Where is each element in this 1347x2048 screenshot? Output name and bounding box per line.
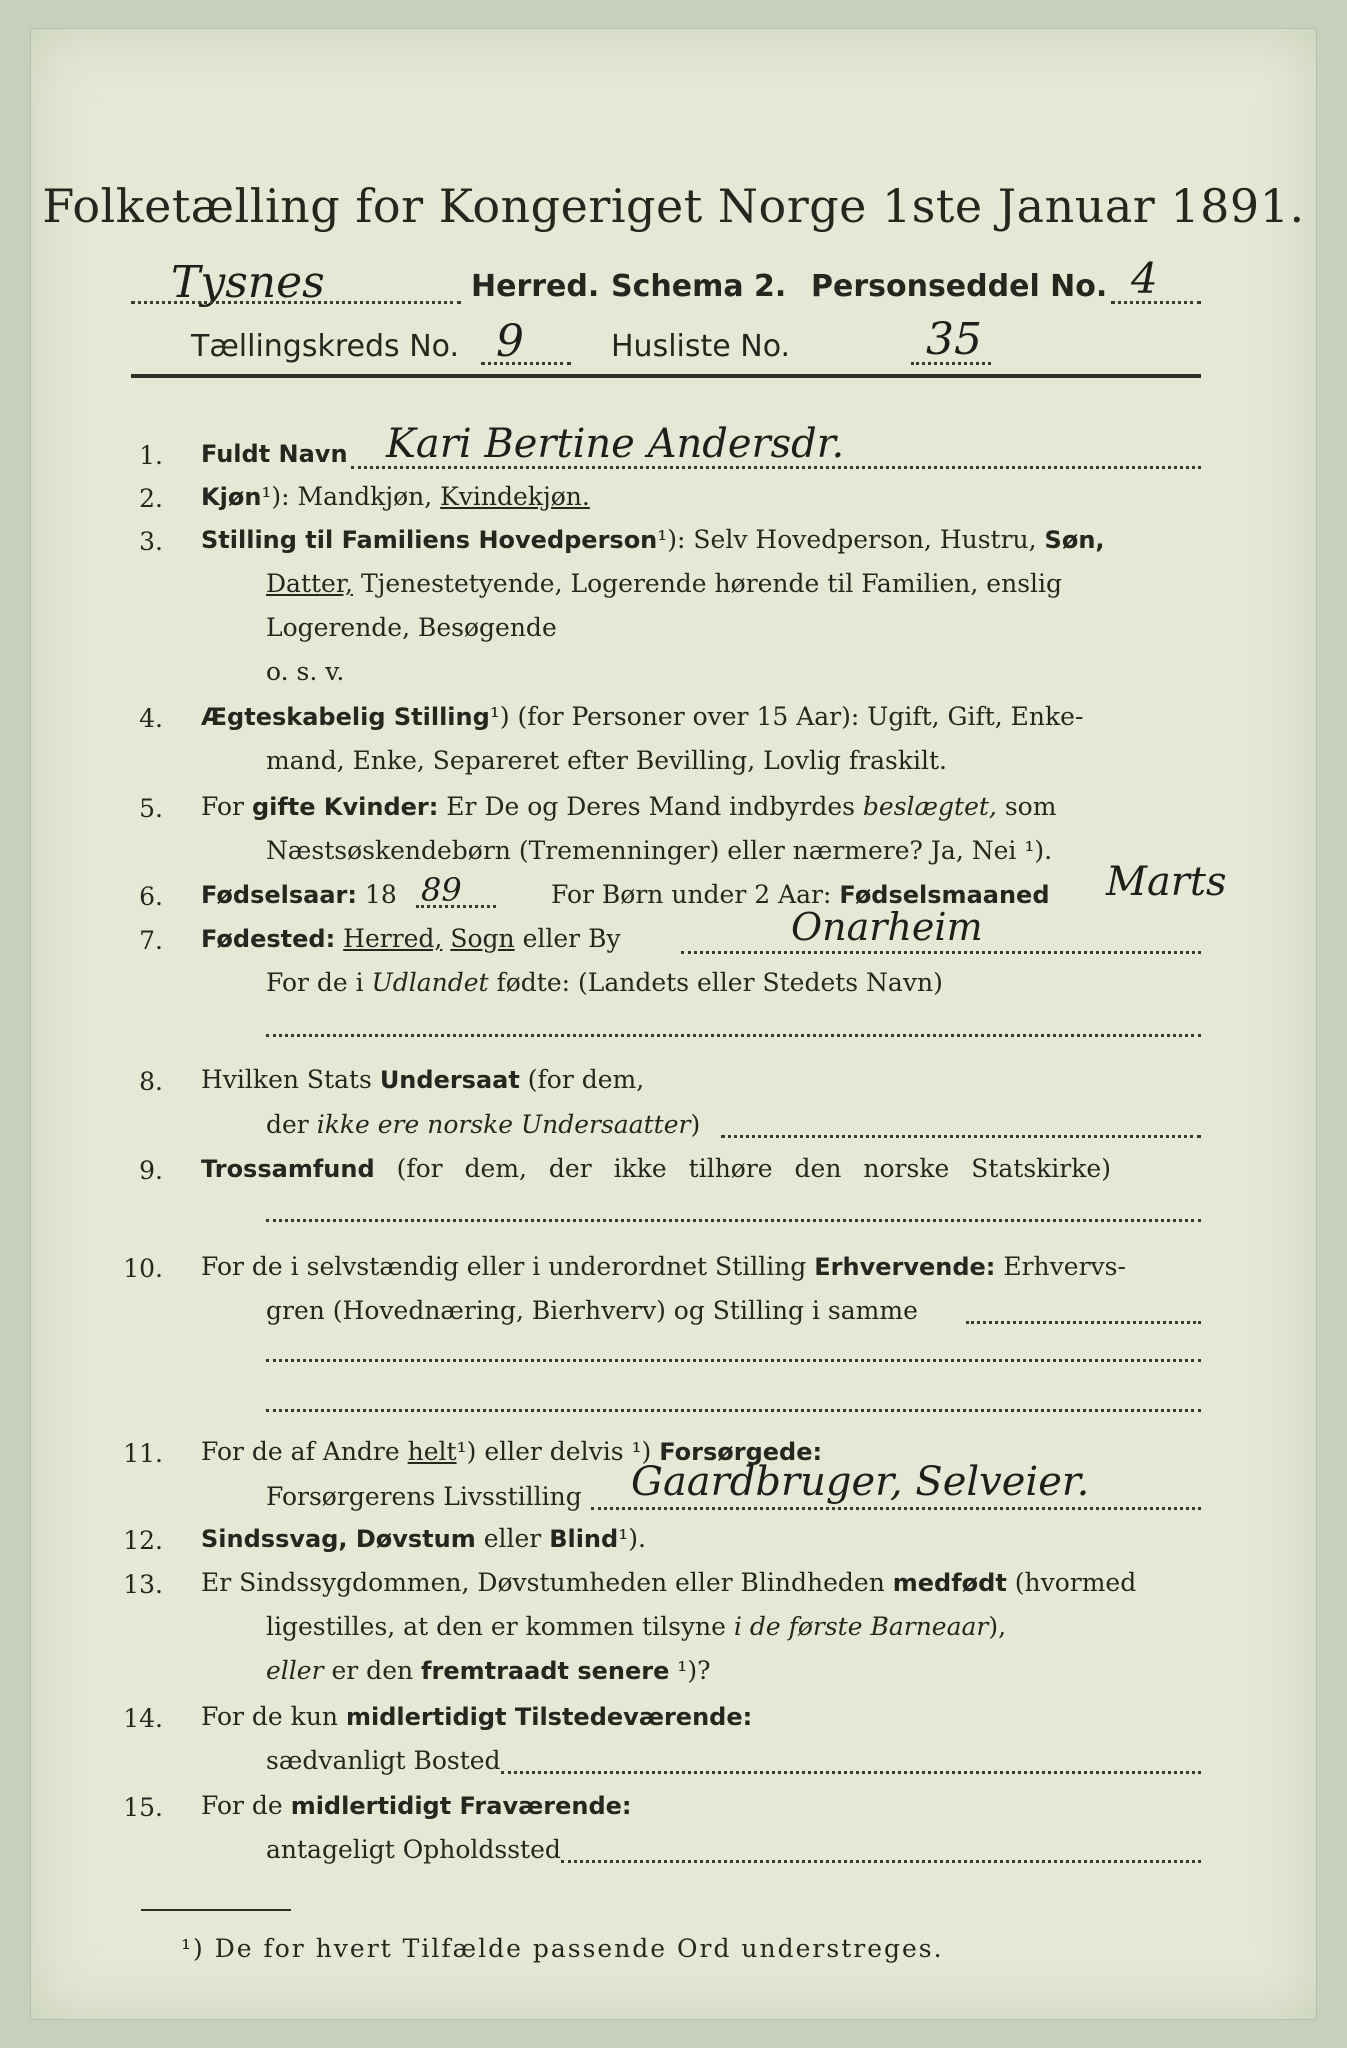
q7-blank-line [266,1034,1201,1037]
personseddel-label: Personseddel No. [811,269,1108,304]
q7-birthplace-value: Onarheim [791,905,983,949]
q15-text: For de midlertidigt Fraværende: [201,1791,632,1820]
q13-line2: ligestilles, at den er kommen tilsyne i de første Barneaar), [266,1612,1007,1641]
q10-number: 10. [123,1254,163,1283]
q14-number: 14. [123,1704,163,1733]
q4-number: 4. [139,704,163,733]
q9-blank-line [266,1219,1201,1222]
q3-text: Stilling til Familiens Hovedperson¹): Selv Hovedperson, Hustru, Søn, [201,525,1105,554]
q3-line3: Logerende, Besøgende [266,613,557,642]
husliste-value: 35 [926,314,982,365]
q7-line2: For de i Udlandet fødte: (Landets eller Stedets Navn) [266,968,943,997]
q11-provider-value: Gaardbruger, Selveier. [631,1459,1090,1505]
husliste-label: Husliste No. [611,329,791,364]
q12-number: 12. [123,1526,163,1555]
q11-dotted-line [591,1507,1201,1510]
q6-number: 6. [139,882,163,911]
q1-number: 1. [139,441,163,470]
herred-dotted-line [131,301,461,304]
kreds-label: Tællingskreds No. [191,329,459,364]
page-title: Folketælling for Kongeriget Norge 1ste Januar 1891. [42,179,1305,233]
footnote-rule [141,1909,291,1911]
q4-line2: mand, Enke, Separeret efter Bevilling, Lovlig fraskilt. [266,746,947,775]
q3-number: 3. [139,527,163,556]
q15-line2: antageligt Opholdssted [266,1835,561,1864]
q8-text: Hvilken Stats Undersaat (for dem, [201,1065,645,1094]
herred-label: Herred. [471,269,600,304]
q1-dotted-line [351,466,1201,469]
census-form [30,28,1317,2020]
q6-text2: For Børn under 2 Aar: Fødselsmaaned [551,880,1050,909]
q1-label: Fuldt Navn [201,440,348,468]
q9-text: Trossamfund (for dem, der ikke tilhøre den norske Statskirke) [201,1154,1111,1183]
q1-name-value: Kari Bertine Andersdr. [386,421,845,467]
q8-dotted-line [721,1135,1201,1138]
q15-dotted-line [561,1860,1201,1863]
husliste-dotted-line [911,362,991,365]
personseddel-value: 4 [1131,254,1158,303]
q14-text: For de kun midlertidigt Tilstedeværende: [201,1702,753,1731]
q3-line4: o. s. v. [266,657,345,686]
q6-text: Fødselsaar: 18 [201,880,397,909]
q9-number: 9. [139,1156,163,1185]
q5-line2: Næstsøskendebørn (Tremenninger) eller nærmere? Ja, Nei ¹). [266,836,1053,865]
q14-line2: sædvanligt Bosted [266,1746,501,1775]
q3-line2: Datter, Tjenestetyende, Logerende hørende til Familien, enslig [266,569,1063,598]
schema-label: Schema 2. [611,269,787,304]
q6-month-value: Marts [1106,859,1227,905]
q5-number: 5. [139,794,163,823]
q4-text: Ægteskabelig Stilling¹) (for Personer over 15 Aar): Ugift, Gift, Enke- [201,702,1084,731]
q11-line2: Forsørgerens Livsstilling [266,1482,582,1511]
q10-blank-line-1 [266,1359,1201,1362]
q13-number: 13. [123,1570,163,1599]
herred-value: Tysnes [171,257,325,308]
q14-dotted-line [501,1771,1201,1774]
header-rule [131,374,1201,378]
personseddel-dotted-line [1111,301,1201,304]
q7-dotted-line [681,951,1201,954]
q7-text: Fødested: Herred, Sogn eller By [201,924,621,953]
q10-dotted-line [966,1321,1201,1324]
q11-number: 11. [123,1439,163,1468]
q6-year-value: 89 [421,871,462,909]
q15-number: 15. [123,1793,163,1822]
q12-text: Sindssvag, Døvstum eller Blind¹). [201,1524,646,1553]
q13-line3: eller er den fremtraadt senere ¹)? [266,1656,711,1685]
q2-text: Kjøn¹): Mandkjøn, Kvindekjøn. [201,482,590,511]
q5-text: For gifte Kvinder: Er De og Deres Mand indbyrdes beslægtet, som [201,792,1057,821]
kreds-dotted-line [481,362,571,365]
q10-text: For de i selvstændig eller i underordnet Stilling Erhvervende: Erhvervs- [201,1252,1126,1281]
q2-number: 2. [139,484,163,513]
q8-number: 8. [139,1067,163,1096]
q10-line2: gren (Hovednæring, Bierhverv) og Stilling i samme [266,1296,918,1325]
q10-blank-line-2 [266,1409,1201,1412]
q6-year-dotted-line [416,905,496,908]
kreds-value: 9 [496,316,524,367]
q2-underlined-option: Kvindekjøn. [440,482,590,511]
footnote: ¹) De for hvert Tilfælde passende Ord understreges. [181,1934,944,1963]
q7-number: 7. [139,926,163,955]
q8-line2: der ikke ere norske Undersaatter) [266,1110,701,1139]
q13-text: Er Sindssygdommen, Døvstumheden eller Blindheden medfødt (hvormed [201,1568,1137,1597]
q11-text: For de af Andre helt¹) eller delvis ¹) Forsørgede: [201,1437,823,1466]
